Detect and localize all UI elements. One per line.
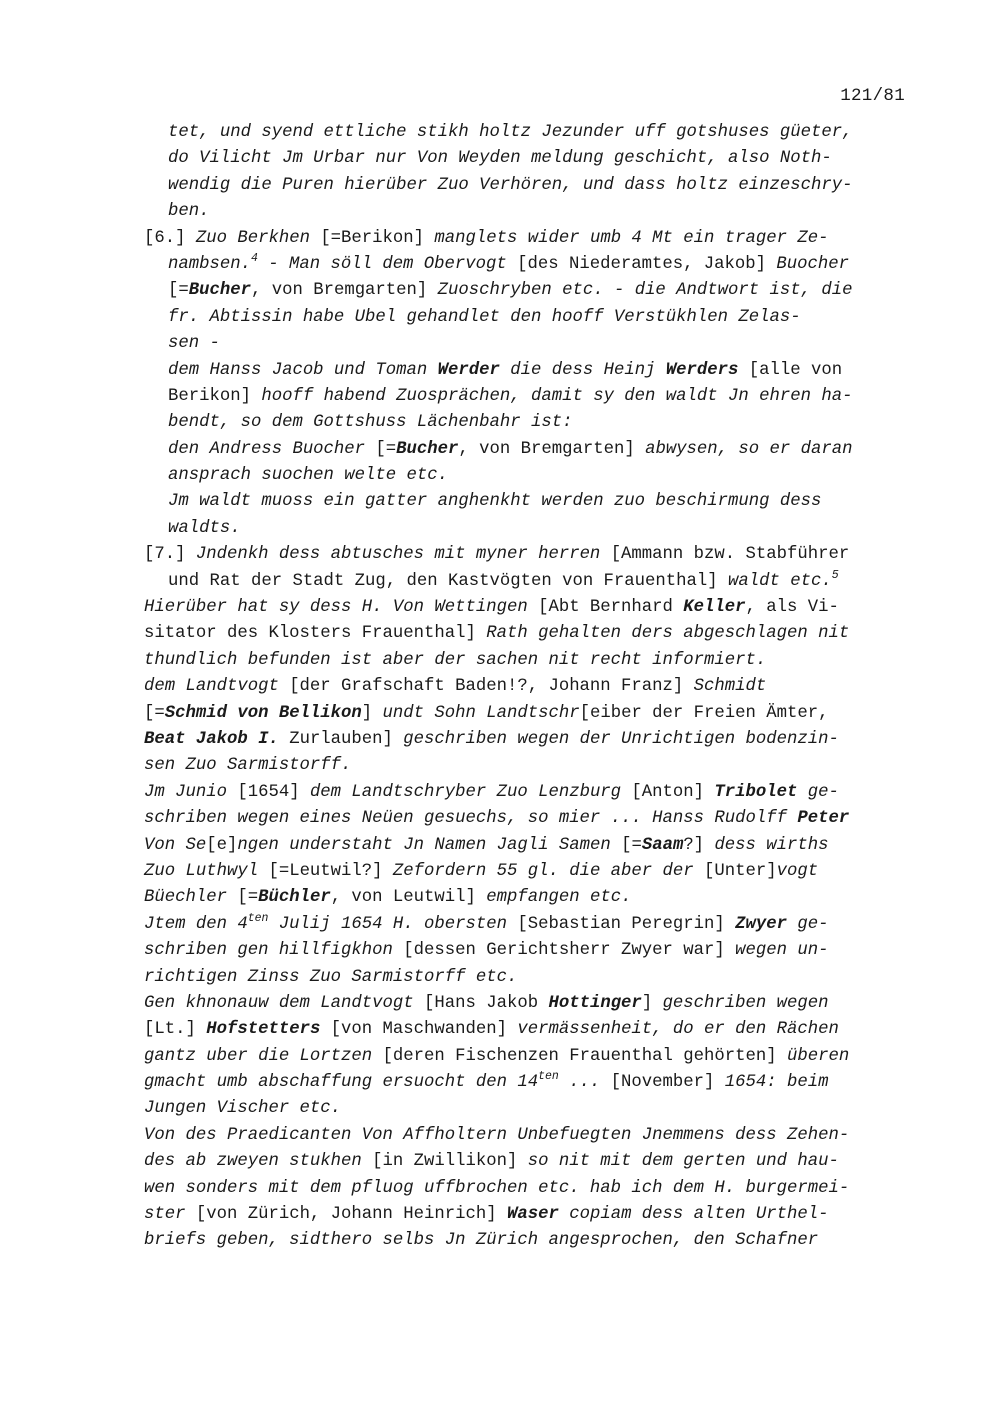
transcribed-text: geschriben wegen — [662, 993, 829, 1013]
text-line — [144, 305, 934, 331]
editorial-note: , von Leutwil] — [330, 888, 487, 908]
transcribed-text: dem Landtvogt — [144, 677, 290, 697]
transcribed-text: ge- — [797, 782, 839, 802]
transcribed-text: gantz uber die Lortzen — [144, 1046, 383, 1066]
transcribed-text: ... — [558, 1073, 611, 1093]
text-line — [144, 278, 934, 304]
transcribed-text: - Man söll dem Obervogt — [257, 254, 518, 274]
transcribed-text: waldts. — [168, 518, 241, 538]
text-line — [144, 595, 934, 621]
transcribed-text: dem Hanss Jacob und Toman — [168, 360, 438, 380]
transcribed-text: dem Landtschryber Zuo Lenzburg — [309, 782, 632, 802]
transcribed-text: des ab zweyen stukhen — [144, 1152, 373, 1172]
editorial-note: [= — [237, 888, 259, 908]
transcribed-text: gmacht umb abschaffung ersuocht den 14 — [144, 1073, 539, 1093]
text-line — [144, 1096, 934, 1122]
editorial-note: , als Vi- — [745, 598, 839, 618]
transcribed-text: tet, und syend ettliche stikh holtz Jezunder uff gotshuses güeter, — [168, 123, 853, 142]
text-line — [144, 358, 934, 384]
editorial-note: [=Leutwil?] — [268, 861, 393, 881]
transcribed-text: copiam dess alten Urthel- — [558, 1205, 829, 1225]
text-line — [144, 1070, 934, 1096]
editorial-note: und Rat der Stadt Zug, den Kastvögten von Frauenthal] — [168, 571, 729, 591]
bold-name: Tribolet — [714, 782, 798, 802]
editorial-note: Zurlauben] — [278, 729, 404, 749]
transcribed-text: so nit mit dem gerten und hau- — [527, 1152, 839, 1172]
text-line — [144, 120, 934, 146]
bold-name: Beat Jakob I. — [144, 729, 279, 749]
transcribed-text: ster — [144, 1205, 196, 1225]
editorial-note: [= — [144, 703, 165, 723]
editorial-note: [dessen Gerichtsherr Zwyer war] — [403, 941, 736, 961]
transcribed-text: sen - — [168, 334, 220, 354]
transcribed-text: Julij 1654 H. obersten — [268, 914, 518, 934]
editorial-note: sitator des Klosters Frauenthal] — [144, 624, 487, 644]
editorial-note: [Hans Jakob — [424, 993, 549, 1013]
editorial-note: [Lt.] — [144, 1020, 207, 1040]
transcribed-text: Rath gehalten ders abgeschlagen nit — [486, 624, 850, 644]
superscript: 4 — [250, 251, 258, 265]
text-line — [144, 1044, 934, 1070]
transcribed-text: überen — [786, 1046, 850, 1066]
transcribed-text: thundlich befunden ist aber der sachen nit recht informiert. — [144, 650, 767, 670]
bold-name: Hottinger — [548, 993, 642, 1013]
transcribed-text: abwysen, so er daran — [645, 439, 853, 459]
transcribed-text: Zefordern 55 gl. die aber der — [392, 861, 705, 881]
text-line — [144, 1202, 934, 1228]
transcribed-text: Schmidt — [693, 677, 767, 697]
text-line — [144, 648, 934, 674]
text-line — [144, 674, 934, 700]
transcribed-text: briefs geben, sidthero selbs Jn Zürich angesprochen, den Schafner — [144, 1231, 819, 1251]
transcribed-text: wegen un- — [735, 941, 829, 961]
transcribed-text: richtigen Zinss Zuo Sarmistorff etc. — [144, 967, 518, 987]
transcribed-text: waldt etc. — [728, 571, 832, 591]
text-line — [144, 1228, 934, 1254]
text-line — [144, 833, 934, 859]
superscript: 5 — [831, 568, 839, 582]
transcribed-text: ben. — [168, 202, 210, 222]
transcribed-text: Jm Junio — [144, 782, 238, 802]
transcribed-text: 1654: beim — [724, 1073, 829, 1093]
editorial-note: [eiber der Freien Ämter, — [579, 703, 829, 723]
bold-name: Saam — [641, 835, 684, 855]
transcribed-text: Jungen Vischer etc. — [144, 1099, 342, 1119]
transcribed-text: empfangen etc. — [486, 888, 632, 908]
text-line — [144, 226, 934, 252]
editorial-note: [= — [168, 281, 189, 301]
bold-name: Bucher — [396, 439, 459, 459]
editorial-note: [= — [375, 439, 397, 459]
bold-name: Werder — [437, 360, 500, 380]
text-line — [144, 965, 934, 991]
transcribed-text: den Andress Buocher — [168, 439, 376, 459]
superscript: ten — [247, 911, 269, 925]
transcribed-text: schriben gen hillfigkhon — [144, 941, 404, 961]
superscript: ten — [538, 1070, 559, 1084]
text-line — [144, 542, 934, 568]
text-line — [144, 938, 934, 964]
text-line — [144, 384, 934, 410]
transcribed-text: Jm waldt muoss ein gatter anghenkht werden zuo beschirmung dess — [168, 492, 822, 512]
text-line — [144, 753, 934, 779]
editorial-note: Berikon] — [168, 386, 262, 406]
text-line — [144, 331, 934, 357]
bold-name: Büchler — [258, 888, 331, 908]
transcribed-text: dess wirths — [714, 835, 829, 855]
text-line — [144, 463, 934, 489]
transcribed-text: sen Zuo Sarmistorff. — [144, 756, 352, 776]
editorial-note: [November] — [610, 1073, 725, 1093]
text-line — [144, 701, 934, 727]
transcribed-text: Zuoschryben etc. - die Andtwort ist, die — [437, 281, 853, 301]
editorial-note: ] — [641, 993, 663, 1013]
transcribed-text: vermässenheit, do er den Rächen — [517, 1020, 839, 1040]
transcribed-text: Hierüber hat sy dess H. Von Wettingen — [144, 598, 539, 618]
bold-name: Peter — [797, 809, 850, 829]
editorial-note: [Unter] — [704, 861, 777, 881]
editorial-note: [Anton] — [631, 782, 715, 802]
transcribed-text: geschriben wegen der Unrichtigen bodenzin- — [403, 729, 839, 749]
text-line — [144, 489, 934, 515]
editorial-note: , von Bremgarten] — [250, 281, 438, 301]
text-line — [144, 1123, 934, 1149]
text-line — [144, 780, 934, 806]
transcribed-text: nambsen. — [168, 254, 251, 274]
text-line — [144, 1176, 934, 1202]
transcribed-text: Gen khnonauw dem Landtvogt — [144, 993, 425, 1013]
text-line — [144, 859, 934, 885]
editorial-note: [= — [621, 835, 642, 855]
editorial-note: [des Niederamtes, Jakob] — [517, 254, 777, 274]
bold-name: Hofstetters — [206, 1020, 321, 1040]
text-line — [144, 991, 934, 1017]
text-line — [144, 252, 934, 278]
text-line — [144, 727, 934, 753]
transcribed-text: Von des Praedicanten Von Affholtern Unbefuegten Jnemmens dess Zehen- — [144, 1125, 850, 1145]
bold-name: Zwyer — [735, 914, 787, 934]
transcription-body — [144, 120, 934, 1255]
transcribed-text: die dess Heinj — [499, 360, 666, 380]
editorial-note: [7.] — [144, 545, 196, 565]
text-line — [144, 1149, 934, 1175]
transcribed-text: Zuo Luthwyl — [144, 861, 269, 881]
transcribed-text: ansprach suochen welte etc. — [168, 466, 449, 486]
transcribed-text: hooff habend Zuosprächen, damit sy den waldt Jn ehren ha- — [261, 386, 853, 406]
transcribed-text: undt Sohn Landtschr — [382, 703, 580, 723]
text-line — [144, 806, 934, 832]
bold-name: Schmid von Bellikon — [164, 703, 362, 723]
editorial-note: [e] — [206, 835, 238, 855]
editorial-note: , von Bremgarten] — [458, 439, 646, 459]
text-line — [144, 146, 934, 172]
transcribed-text: fr. Abtissin habe Ubel gehandlet den hooff Verstükhlen Zelas- — [168, 307, 801, 327]
text-line — [144, 516, 934, 542]
transcribed-text: bendt, so dem Gottshuss Lächenbahr ist: — [168, 413, 573, 433]
transcribed-text: wen sonders mit dem pfluog uffbrochen etc. hab ich dem H. burgermei- — [144, 1178, 850, 1198]
transcribed-text: wendig die Puren hierüber Zuo Verhören, und dass holtz einzeschry- — [168, 175, 853, 195]
transcribed-text: Büechler — [144, 888, 238, 908]
text-line — [144, 1017, 934, 1043]
editorial-note: [deren Fischenzen Frauenthal gehörten] — [382, 1046, 787, 1066]
editorial-note: [in Zwillikon] — [372, 1152, 528, 1172]
transcribed-text: vogt — [776, 861, 819, 881]
editorial-note: [1654] — [237, 782, 310, 802]
editorial-note: [6.] — [144, 228, 196, 248]
transcribed-text: ngen understaht Jn Namen Jagli Samen — [237, 835, 622, 855]
transcribed-text: manglets wider umb 4 Mt ein trager Ze- — [434, 228, 829, 248]
transcribed-text: ge- — [786, 914, 829, 934]
editorial-note: ] — [361, 703, 383, 723]
editorial-note: [alle von — [738, 360, 843, 380]
transcribed-text: Jndenkh dess abtusches mit myner herren — [195, 545, 611, 565]
text-line — [144, 912, 934, 938]
editorial-note: [=Berikon] — [320, 228, 435, 248]
transcribed-text: schriben wegen eines Neüen gesuechs, so mier ... Hanss Rudolff — [144, 809, 798, 829]
bold-name: Waser — [506, 1205, 559, 1225]
text-line — [144, 173, 934, 199]
editorial-note: [Abt Bernhard — [538, 598, 684, 618]
editorial-note: [von Maschwanden] — [320, 1020, 518, 1040]
editorial-note: ?] — [683, 835, 715, 855]
transcribed-text: Zuo Berkhen — [195, 228, 321, 248]
bold-name: Bucher — [188, 281, 251, 301]
text-line — [144, 621, 934, 647]
editorial-note: [von Zürich, Johann Heinrich] — [195, 1205, 507, 1225]
text-line — [144, 437, 934, 463]
transcribed-text: Buocher — [776, 254, 849, 274]
bold-name: Werders — [665, 360, 739, 380]
transcribed-text: Jtem den 4 — [144, 914, 248, 934]
text-line — [144, 885, 934, 911]
text-line — [144, 199, 934, 225]
text-line — [144, 569, 934, 595]
page-number: 121/81 — [840, 86, 905, 106]
transcribed-text: Von Se — [144, 835, 207, 855]
editorial-note: [Sebastian Peregrin] — [517, 914, 736, 934]
transcribed-text: do Vilicht Jm Urbar nur Von Weyden meldung geschicht, also Noth- — [168, 149, 832, 169]
editorial-note: [der Grafschaft Baden!?, Johann Franz] — [289, 677, 694, 697]
editorial-note: [Ammann bzw. Stabführer — [610, 545, 850, 565]
text-line — [144, 410, 934, 436]
bold-name: Keller — [683, 598, 746, 618]
